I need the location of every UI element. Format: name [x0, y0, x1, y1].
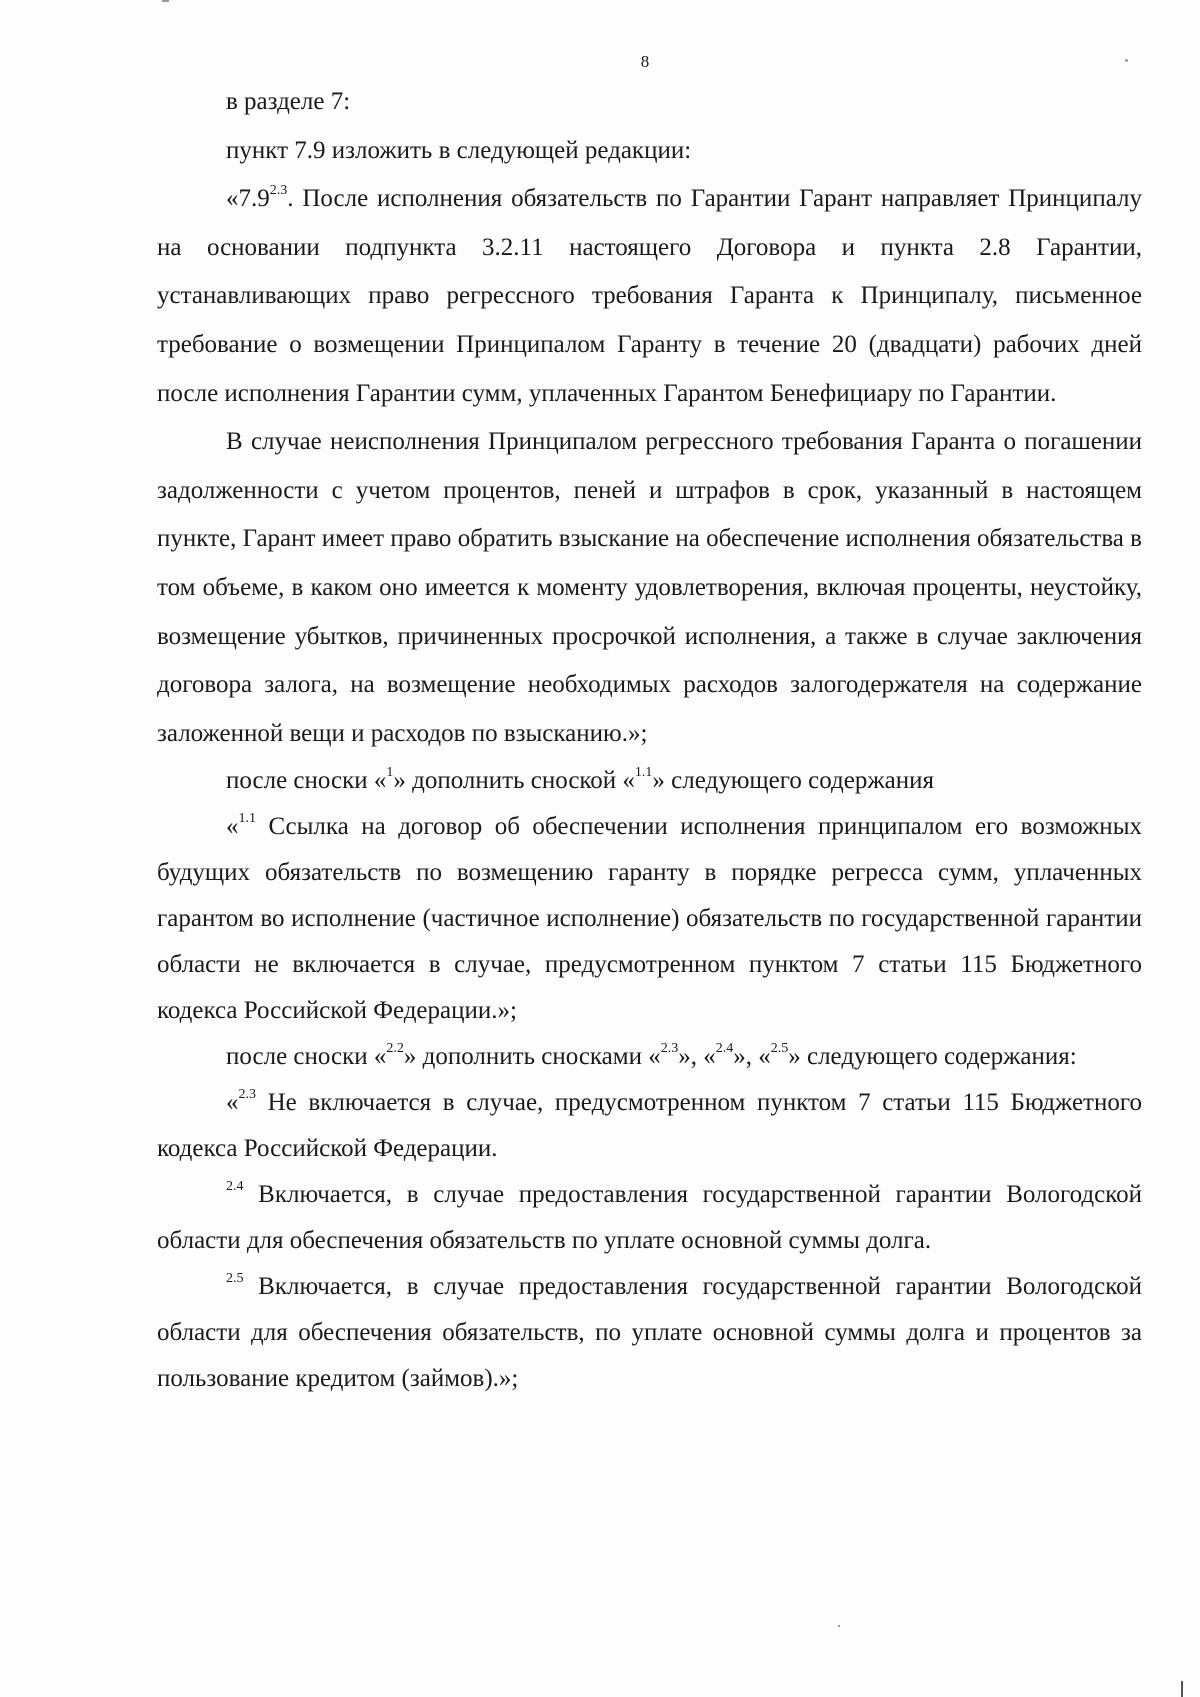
superscript: 1.1	[238, 810, 256, 826]
instruction-text: » дополнить сносками «	[403, 1043, 661, 1071]
footnote-2-instruction	[157, 1034, 1142, 1080]
superscript: 2.2	[386, 1040, 404, 1056]
paragraph-text: . После исполнения обязательств по Гарантии Гарант направляет Принципалу на основании подпункта 3.2.11 настоящего Договора и пункта 2.8 Гарантии, устанавливающих право регрессного требования Гаранта к Принципалу, письменное требование о возмещении Принципалом Гаранту в течение 20 (двадцати) рабочих дней после исполнения Гарантии сумм, уплаченных Гарантом Бенефициару по Гарантии.	[157, 185, 1142, 407]
footnote-1-1-text	[157, 804, 1142, 1034]
footnote-open: «	[226, 813, 239, 841]
footnote-open: «	[226, 1089, 239, 1117]
scan-speck	[838, 1625, 840, 1627]
superscript: 2.5	[770, 1040, 789, 1056]
scan-mark	[1181, 1681, 1183, 1697]
page-number: 8	[640, 52, 650, 71]
clause-intro-text: пункт 7.9 изложить в следующей редакции:	[226, 136, 692, 164]
section-heading-line	[157, 78, 1142, 127]
superscript: 2.4	[715, 1040, 734, 1056]
instruction-text: после сноски «	[226, 1043, 387, 1071]
instruction-text: » следующего содержания	[652, 767, 934, 795]
superscript: 2.3	[269, 182, 288, 198]
footnote-2-3-text	[157, 1080, 1142, 1172]
scan-mark	[162, 0, 169, 2]
instruction-text: », «	[733, 1043, 771, 1071]
paragraph-open: «7.9	[226, 185, 270, 213]
instruction-text: » следующего содержания:	[788, 1043, 1077, 1071]
footnote-1-instruction	[157, 758, 1142, 804]
footnote-body: Ссылка на договор об обеспечении исполнения принципалом его возможных будущих обязательств по возмещению гаранту в порядке регресса сумм, уплаченных гарантом во исполнение (частичное исполнение) обязательств по государственной гарантии области не включается в случае, предусмотренном пунктом 7 статьи 115 Бюджетного кодекса Российской Федерации.»;	[157, 813, 1142, 1025]
footnote-body: Включается, в случае предоставления государственной гарантии Вологодской области для обеспечения обязательств, по уплате основной суммы долга и процентов за пользование кредитом (займов).»;	[157, 1273, 1142, 1393]
document-body	[157, 78, 1142, 1402]
superscript: 2.5	[226, 1270, 244, 1286]
paragraph-non-performance	[157, 418, 1142, 758]
instruction-text: после сноски «	[226, 767, 387, 795]
superscript: 1	[386, 764, 394, 780]
footnote-body: Включается, в случае предоставления государственной гарантии Вологодской области для обеспечения обязательств по уплате основной суммы долга.	[157, 1181, 1142, 1255]
section-text: в разделе 7:	[226, 88, 351, 115]
superscript: 1.1	[634, 764, 653, 780]
paragraph-7-9	[157, 175, 1142, 418]
superscript: 2.4	[226, 1178, 244, 1194]
footnote-2-4-text	[157, 1172, 1142, 1264]
paragraph-text: В случае неисполнения Принципалом регрессного требования Гаранта о погашении задолженности с учетом процентов, пеней и штрафов в срок, указанный в настоящем пункте, Гарант имеет право обратить взыскание на обеспечение исполнения обязательства в том объеме, в каком оно имеется к моменту удовлетворения, включая проценты, неустойку, возмещение убытков, причиненных просрочкой исполнения, а также в случае заключения договора залога, на возмещение необходимых расходов залогодержателя на содержание заложенной вещи и расходов по взысканию.»;	[157, 428, 1142, 747]
clause-intro-line	[157, 127, 1142, 176]
instruction-text: », «	[678, 1043, 716, 1071]
superscript: 2.3	[660, 1040, 679, 1056]
footnote-2-5-text	[157, 1264, 1142, 1402]
instruction-text: » дополнить сноской «	[393, 767, 635, 795]
footnote-body: Не включается в случае, предусмотренном пунктом 7 статьи 115 Бюджетного кодекса Российской Федерации.	[157, 1089, 1142, 1163]
superscript: 2.3	[238, 1086, 256, 1102]
